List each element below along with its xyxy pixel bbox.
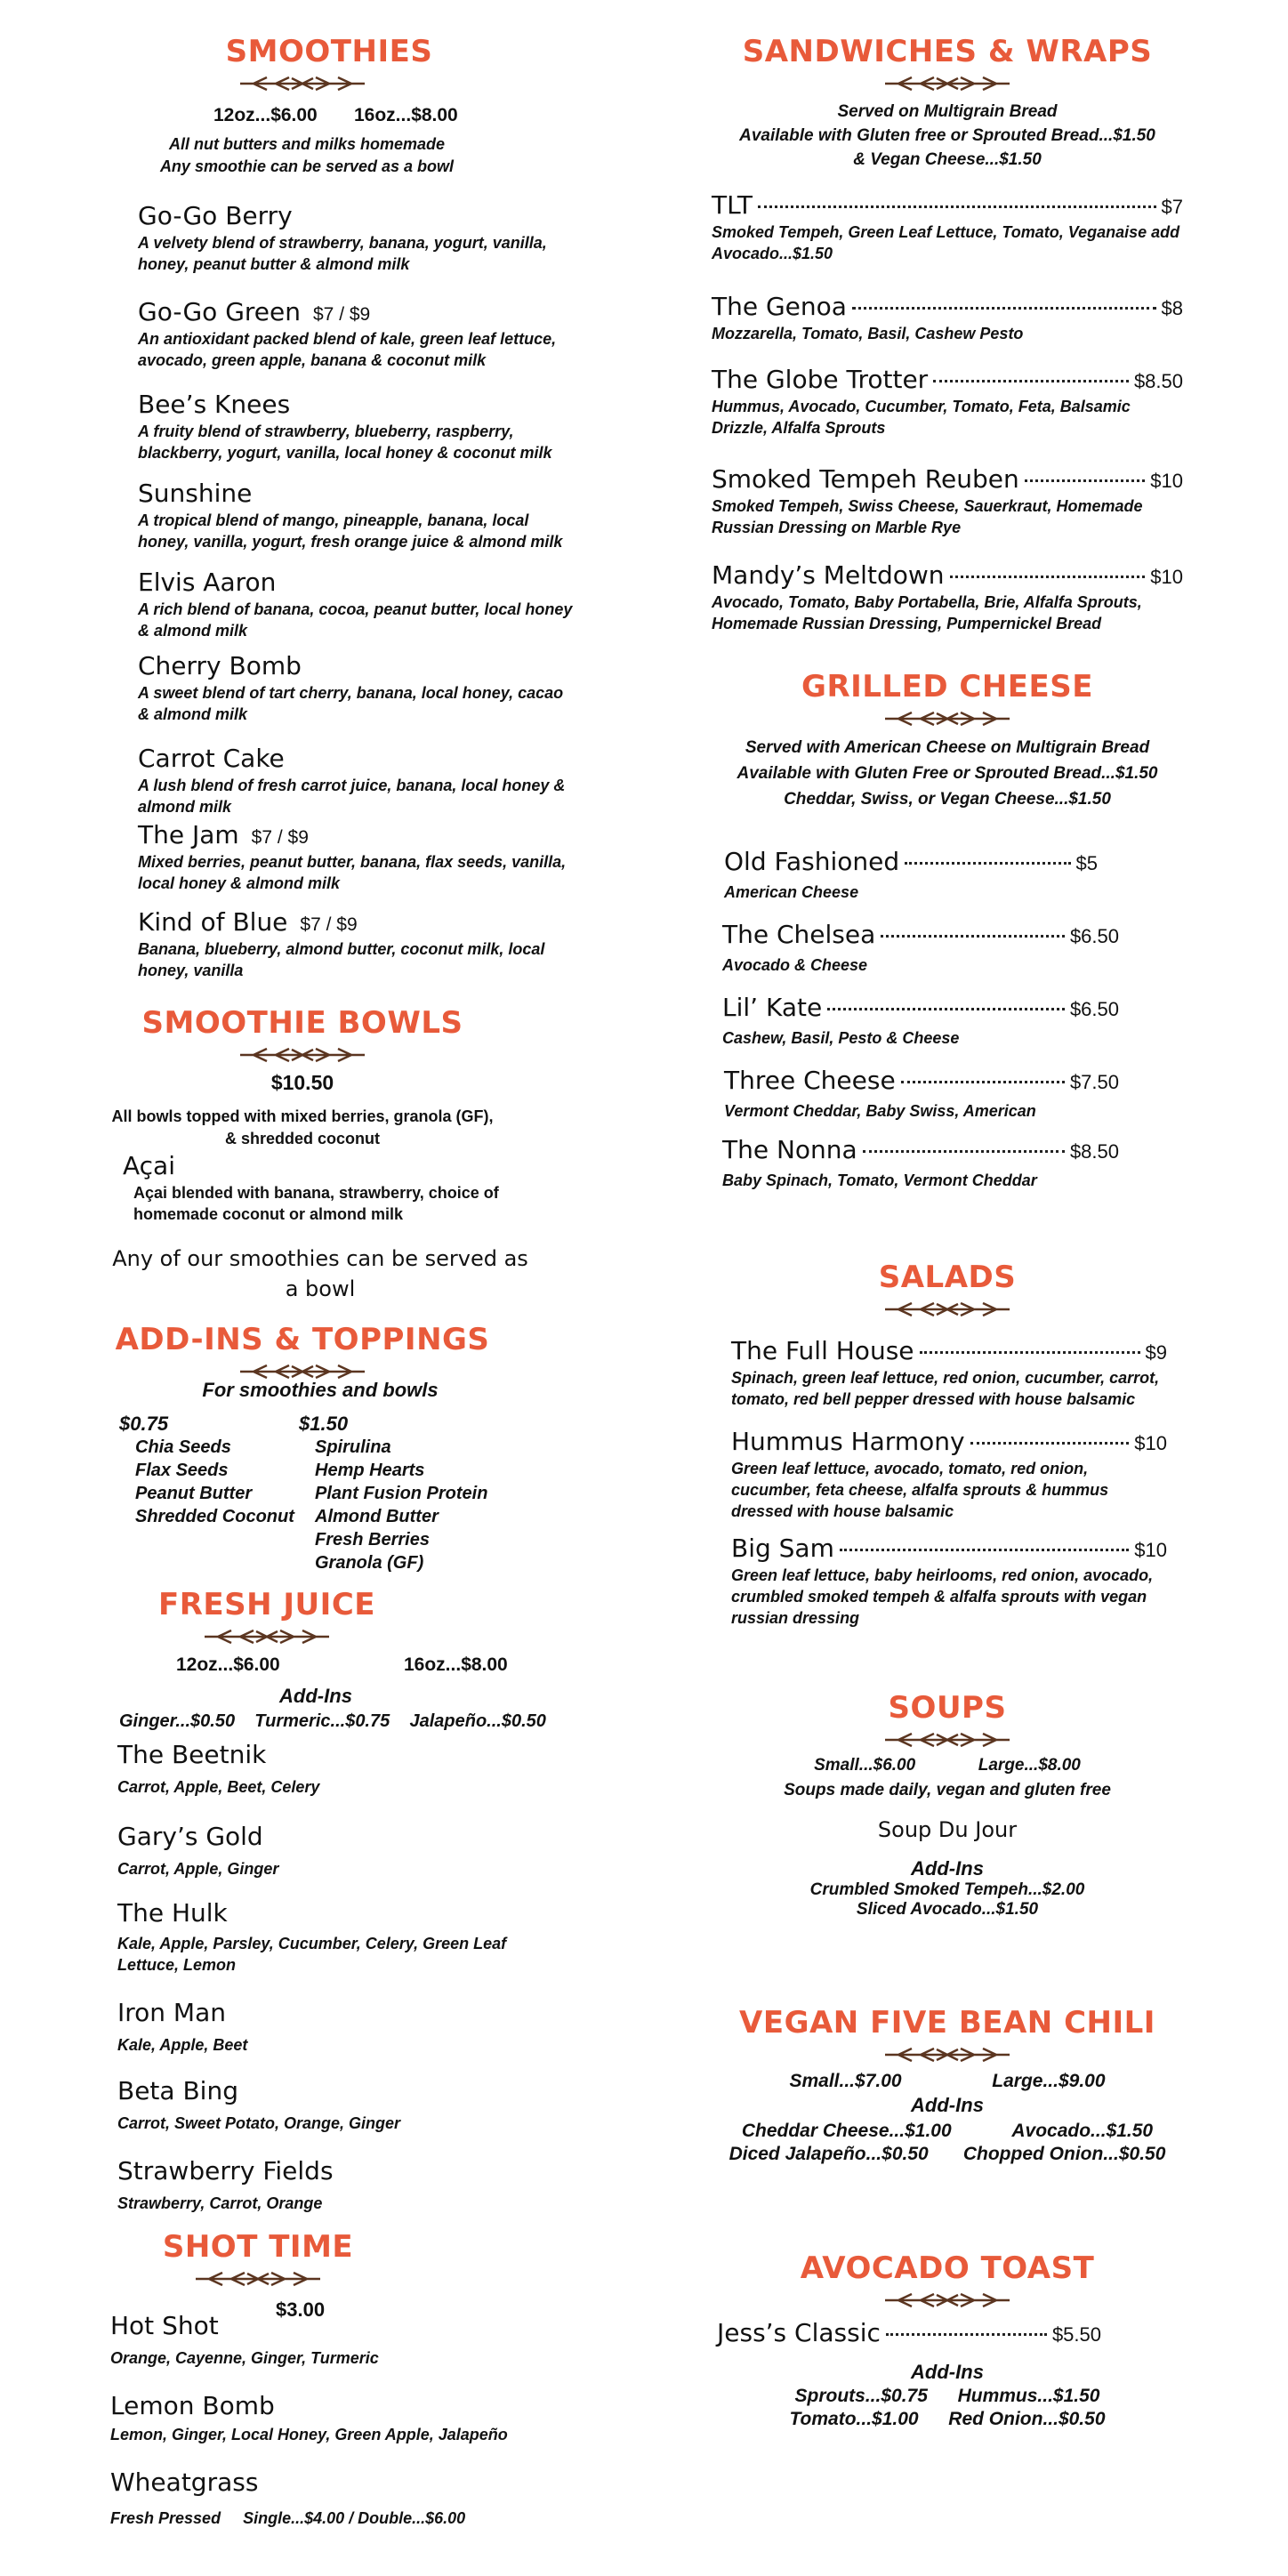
item-price: $10 <box>1134 1539 1167 1561</box>
item-name: Lil’ Kate <box>722 993 823 1022</box>
addin-item: Plant Fusion Protein <box>315 1484 488 1503</box>
addins-subtitle: For smoothies and bowls <box>202 1379 439 1401</box>
item-desc: A lush blend of fresh carrot juice, banana, local honey & almond milk <box>138 777 566 816</box>
item-name: Bee’s Knees <box>138 390 291 419</box>
item-desc: A sweet blend of tart cherry, banana, local honey, cacao & almond milk <box>138 684 564 723</box>
item-name: The Beetnik <box>117 1740 267 1769</box>
ornament-divider <box>881 710 1014 728</box>
item-price: $7.50 <box>1069 1071 1119 1093</box>
ornament-divider <box>881 75 1014 93</box>
salad-item <box>731 1336 1167 1410</box>
soups-addins-label: Add-Ins <box>911 1857 984 1880</box>
item-name: TLT <box>712 190 753 220</box>
juice-item <box>117 1740 562 1798</box>
item-desc: Orange, Cayenne, Ginger, Turmeric <box>110 2349 379 2367</box>
grilled-section <box>712 669 1183 812</box>
smoothie-note-2: Any smoothie can be served as a bowl <box>159 157 455 175</box>
chili-addin: Chopped Onion...$0.50 <box>962 2144 1166 2164</box>
shot-section <box>53 2229 463 2295</box>
toast-addin: Hummus...$1.50 <box>957 2386 1100 2406</box>
soups-section <box>712 1690 1183 1920</box>
item-desc: Green leaf lettuce, baby heirlooms, red onion, avocado, crumbled smoked tempeh & alfalfa sprouts with vegan russian dressing <box>731 1566 1154 1627</box>
item-price: $10 <box>1134 1432 1167 1454</box>
addins-section <box>71 1322 534 1388</box>
toast-addins <box>712 2361 1183 2430</box>
item-price: $7 / $9 <box>313 304 371 325</box>
toast-title: AVOCADO TOAST <box>800 2250 1095 2286</box>
sandwich-item <box>712 560 1183 634</box>
smoothies-title: SMOOTHIES <box>225 34 433 69</box>
item-desc: Lemon, Ginger, Local Honey, Green Apple, Jalapeño <box>110 2426 508 2443</box>
item-name: Lemon Bomb <box>110 2391 275 2420</box>
item-desc: Smoked Tempeh, Green Leaf Lettuce, Tomato, Veganaise add Avocado...$1.50 <box>712 223 1180 262</box>
item-name: The Nonna <box>722 1135 857 1164</box>
item-name: The Genoa <box>712 292 847 321</box>
chili-addins-label: Add-Ins <box>911 2094 984 2116</box>
soups-addin-1: Crumbled Smoked Tempeh...$2.00 <box>809 1880 1085 1899</box>
bowls-extra-2: a bowl <box>285 1276 356 1301</box>
ornament-divider <box>236 1046 369 1064</box>
item-name: Elvis Aaron <box>138 568 277 597</box>
soups-sizes <box>712 1756 1183 1775</box>
juice-title: FRESH JUICE <box>158 1587 375 1622</box>
leader-dots <box>901 1081 1065 1083</box>
addin-item: Shredded Coconut <box>135 1507 294 1526</box>
toast-addin: Red Onion...$0.50 <box>948 2409 1106 2429</box>
ornament-divider <box>881 2291 1014 2309</box>
item-desc: Hummus, Avocado, Cucumber, Tomato, Feta, Balsamic Drizzle, Alfalfa Sprouts <box>712 398 1131 437</box>
toast-item <box>717 2318 1101 2347</box>
item-price: $8.50 <box>1133 370 1183 392</box>
sandwich-item <box>712 292 1183 344</box>
item-name: Wheatgrass <box>110 2467 259 2497</box>
item-desc: Avocado, Tomato, Baby Portabella, Brie, Alfalfa Sprouts, Homemade Russian Dressing, Pumpernickel Bread <box>712 593 1142 632</box>
juice-size-small: 12oz...$6.00 <box>176 1654 280 1675</box>
item-desc: An antioxidant packed blend of kale, green leaf lettuce, avocado, green apple, banana & coconut milk <box>138 330 557 369</box>
item-name: Iron Man <box>117 1998 226 2027</box>
salad-item <box>731 1427 1167 1522</box>
juice-item <box>117 2156 562 2214</box>
leader-dots <box>970 1442 1130 1445</box>
item-price: $7 / $9 <box>251 827 309 848</box>
chili-addins-row-2 <box>712 2144 1183 2165</box>
grilled-note-3: Cheddar, Swiss, or Vegan Cheese...$1.50 <box>784 790 1111 809</box>
grilled-note-1: Served with American Cheese on Multigrain Bread <box>745 738 1150 757</box>
item-name: The Full House <box>731 1336 914 1365</box>
item-name: Açai <box>123 1151 175 1180</box>
sandwich-item <box>712 190 1183 264</box>
smoothie-item <box>138 820 574 894</box>
addin-item: Peanut Butter <box>135 1484 253 1503</box>
chili-addins-row-1 <box>712 2121 1183 2142</box>
sandwiches-title: SANDWICHES & WRAPS <box>742 34 1153 69</box>
shot-title: SHOT TIME <box>162 2229 354 2265</box>
item-name: The Chelsea <box>722 920 876 949</box>
item-price: $8 <box>1161 297 1183 319</box>
smoothie-item <box>138 651 574 725</box>
shot-item <box>110 2311 573 2369</box>
juice-addins-line: Ginger...$0.50 Turmeric...$0.75 Jalapeño...$0.50 <box>119 1711 546 1731</box>
item-price: $10 <box>1150 470 1183 492</box>
addin-item: Flax Seeds <box>135 1461 229 1480</box>
grilled-item <box>722 993 1119 1049</box>
leader-dots <box>881 935 1065 938</box>
soup-size-small: Small...$6.00 <box>814 1756 916 1775</box>
item-desc: Strawberry, Carrot, Orange <box>117 2194 323 2212</box>
item-desc: A rich blend of banana, cocoa, peanut butter, local honey & almond milk <box>138 600 573 640</box>
chili-title: VEGAN FIVE BEAN CHILI <box>739 2005 1155 2041</box>
chili-sizes <box>712 2071 1183 2092</box>
item-name: Three Cheese <box>724 1066 896 1095</box>
shot-item <box>110 2391 573 2445</box>
smoothie-note-1: All nut butters and milks homemade <box>168 135 446 153</box>
item-price: $8.50 <box>1069 1140 1119 1163</box>
leader-dots <box>886 2333 1047 2336</box>
juice-addins-label: Add-Ins <box>279 1685 352 1707</box>
soup-size-large: Large...$8.00 <box>978 1756 1081 1775</box>
toast-addins-row-1 <box>712 2386 1183 2407</box>
grilled-item <box>722 920 1119 976</box>
addin-item: Spirulina <box>315 1437 391 1457</box>
addins-price-b: $1.50 <box>299 1413 349 1435</box>
smoothie-item <box>138 907 574 981</box>
smoothie-item <box>138 297 574 371</box>
chili-section <box>712 2005 1183 2165</box>
item-name: Old Fashioned <box>724 847 900 876</box>
item-price: $6.50 <box>1069 998 1119 1020</box>
item-price: $7 <box>1161 196 1183 218</box>
addin-item: Chia Seeds <box>135 1437 231 1457</box>
item-price: $9 <box>1145 1341 1167 1364</box>
ornament-divider <box>236 1363 369 1381</box>
ornament-divider <box>881 1731 1014 1749</box>
smoothie-item <box>138 390 574 463</box>
item-desc: Carrot, Apple, Beet, Celery <box>117 1778 320 1796</box>
toast-addin: Sprouts...$0.75 <box>794 2386 928 2406</box>
bowls-extra-note <box>89 1244 551 1304</box>
addins-list-b <box>299 1413 487 1574</box>
item-price: $10 <box>1150 566 1183 588</box>
sandwich-item <box>712 464 1183 538</box>
item-name: Cherry Bomb <box>138 651 302 680</box>
item-desc: A fruity blend of strawberry, blueberry, raspberry, blackberry, yogurt, vanilla, local honey & coconut milk <box>138 423 552 462</box>
soups-title: SOUPS <box>888 1690 1007 1726</box>
item-name: The Hulk <box>117 1898 228 1928</box>
item-name: Go-Go Berry <box>138 201 293 230</box>
item-desc: Smoked Tempeh, Swiss Cheese, Sauerkraut, Homemade Russian Dressing on Marble Rye <box>712 497 1143 536</box>
addins-list-a <box>119 1413 294 1528</box>
item-desc: American Cheese <box>724 883 859 901</box>
soups-addin-2: Sliced Avocado...$1.50 <box>856 1900 1039 1919</box>
sandwiches-section <box>712 34 1183 172</box>
grilled-note-2: Available with Gluten Free or Sprouted Bread...$1.50 <box>737 764 1158 783</box>
sandwiches-note-1: Served on Multigrain Bread <box>837 102 1058 121</box>
item-name: Smoked Tempeh Reuben <box>712 464 1019 494</box>
item-name: Strawberry Fields <box>117 2156 334 2186</box>
grilled-item <box>724 1066 1119 1122</box>
toast-addin: Tomato...$1.00 <box>789 2409 919 2429</box>
toast-addins-label: Add-Ins <box>911 2361 984 2383</box>
item-name: Hummus Harmony <box>731 1427 965 1456</box>
leader-dots <box>1025 479 1146 482</box>
juice-item <box>117 2076 562 2134</box>
leader-dots <box>950 576 1146 578</box>
addin-item: Granola (GF) <box>315 1553 424 1573</box>
sandwich-item <box>712 365 1183 439</box>
leader-dots <box>840 1549 1129 1551</box>
item-desc: Avocado & Cheese <box>722 956 868 974</box>
item-desc: Mixed berries, peanut butter, banana, flax seeds, vanilla, local honey & almond milk <box>138 853 567 892</box>
grilled-item <box>724 847 1098 903</box>
grilled-item <box>722 1135 1119 1191</box>
bowls-extra-1: Any of our smoothies can be served as <box>112 1246 528 1271</box>
item-desc: Kale, Apple, Beet <box>117 2036 248 2054</box>
bowls-price: $10.50 <box>270 1071 334 1094</box>
juice-section <box>53 1587 480 1653</box>
item-desc: Baby Spinach, Tomato, Vermont Cheddar <box>722 1171 1037 1189</box>
chili-size-small: Small...$7.00 <box>789 2071 902 2091</box>
item-desc: A tropical blend of mango, pineapple, banana, local honey, vanilla, yogurt, fresh orange juice & almond milk <box>138 511 563 551</box>
item-desc: Fresh Pressed Single...$4.00 / Double...$6.00 <box>110 2509 466 2527</box>
item-name: Hot Shot <box>110 2311 219 2340</box>
sandwiches-note-2: Available with Gluten free or Sprouted Bread...$1.50 <box>739 126 1155 145</box>
ornament-divider <box>191 2270 325 2288</box>
leader-dots <box>758 205 1156 208</box>
item-desc: A velvety blend of strawberry, banana, yogurt, vanilla, honey, peanut butter & almond milk <box>138 234 547 273</box>
salads-section <box>712 1260 1183 1325</box>
ornament-divider <box>236 75 369 93</box>
soup-du-jour: Soup Du Jour <box>877 1817 1018 1842</box>
item-desc: Banana, blueberry, almond butter, coconut milk, local honey, vanilla <box>138 940 545 979</box>
smoothie-size-large: 16oz...$8.00 <box>354 105 458 125</box>
chili-addin: Avocado...$1.50 <box>1011 2121 1154 2141</box>
item-price: $6.50 <box>1069 925 1119 947</box>
toast-section <box>712 2250 1183 2316</box>
item-price: $5 <box>1075 852 1098 874</box>
juice-size-large: 16oz...$8.00 <box>404 1654 508 1675</box>
item-price: $7 / $9 <box>300 914 358 935</box>
item-name: Beta Bing <box>117 2076 238 2105</box>
item-desc: Vermont Cheddar, Baby Swiss, American <box>724 1102 1036 1120</box>
juice-item <box>117 1898 571 1976</box>
item-desc: Cashew, Basil, Pesto & Cheese <box>722 1029 960 1047</box>
smoothie-item <box>138 568 574 641</box>
leader-dots <box>852 307 1156 310</box>
sandwiches-note-3: & Vegan Cheese...$1.50 <box>853 150 1042 169</box>
smoothie-item <box>138 744 574 817</box>
ornament-divider <box>881 1300 1014 1318</box>
smoothie-item <box>138 479 574 552</box>
leader-dots <box>933 380 1129 382</box>
addins-price-a: $0.75 <box>119 1413 169 1435</box>
bowls-section <box>71 1005 534 1148</box>
juice-item <box>117 1822 562 1880</box>
item-name: Go-Go Green <box>138 297 301 326</box>
grilled-title: GRILLED CHEESE <box>801 669 1093 704</box>
item-name: Carrot Cake <box>138 744 285 773</box>
item-name: Jess’s Classic <box>717 2318 881 2347</box>
addin-item: Fresh Berries <box>315 1530 430 1550</box>
leader-dots <box>920 1351 1140 1354</box>
leader-dots <box>863 1150 1065 1153</box>
chili-addin: Cheddar Cheese...$1.00 <box>741 2121 952 2141</box>
bowls-title: SMOOTHIE BOWLS <box>141 1005 463 1041</box>
item-desc: Spinach, green leaf lettuce, red onion, cucumber, carrot, tomato, red bell pepper dressed with house balsamic <box>731 1369 1160 1408</box>
item-desc: Açai blended with banana, strawberry, choice of homemade coconut or almond milk <box>133 1184 499 1223</box>
shot-price: $3.00 <box>276 2298 326 2321</box>
salads-title: SALADS <box>878 1260 1017 1295</box>
salad-item <box>731 1534 1167 1629</box>
smoothie-item <box>138 201 574 275</box>
smoothies-section <box>107 34 605 176</box>
chili-size-large: Large...$9.00 <box>992 2071 1106 2091</box>
addin-item: Hemp Hearts <box>315 1461 425 1480</box>
item-name: Sunshine <box>138 479 253 508</box>
item-price: $5.50 <box>1051 2323 1101 2346</box>
item-name: Big Sam <box>731 1534 834 1563</box>
bowls-note-1: All bowls topped with mixed berries, granola (GF), <box>111 1107 494 1125</box>
ornament-divider <box>200 1628 334 1646</box>
ornament-divider <box>881 2046 1014 2064</box>
item-name: Mandy’s Meltdown <box>712 560 945 590</box>
item-desc: Carrot, Sweet Potato, Orange, Ginger <box>117 2114 401 2132</box>
item-desc: Carrot, Apple, Ginger <box>117 1860 279 1878</box>
item-desc: Green leaf lettuce, avocado, tomato, red onion, cucumber, feta cheese, alfalfa sprouts & hummus dressed with house balsamic <box>731 1460 1109 1520</box>
shot-item <box>110 2467 573 2529</box>
addins-title: ADD-INS & TOPPINGS <box>115 1322 490 1357</box>
bowl-item <box>123 1151 568 1225</box>
juice-item <box>117 1998 562 2056</box>
addin-item: Almond Butter <box>315 1507 439 1526</box>
smoothie-size-small: 12oz...$6.00 <box>213 105 318 125</box>
item-desc: Kale, Apple, Parsley, Cucumber, Celery, Green Leaf Lettuce, Lemon <box>117 1935 507 1974</box>
item-desc: Mozzarella, Tomato, Basil, Cashew Pesto <box>712 325 1024 342</box>
item-name: Kind of Blue <box>138 907 288 937</box>
leader-dots <box>905 862 1070 865</box>
bowls-note-2: & shredded coconut <box>224 1130 380 1147</box>
soups-note: Soups made daily, vegan and gluten free <box>784 1781 1111 1799</box>
chili-addin: Diced Jalapeño...$0.50 <box>729 2144 929 2164</box>
item-name: The Globe Trotter <box>712 365 929 394</box>
item-name: The Jam <box>138 820 239 849</box>
item-name: Gary’s Gold <box>117 1822 263 1851</box>
leader-dots <box>827 1008 1065 1010</box>
toast-addins-row-2 <box>712 2409 1183 2430</box>
